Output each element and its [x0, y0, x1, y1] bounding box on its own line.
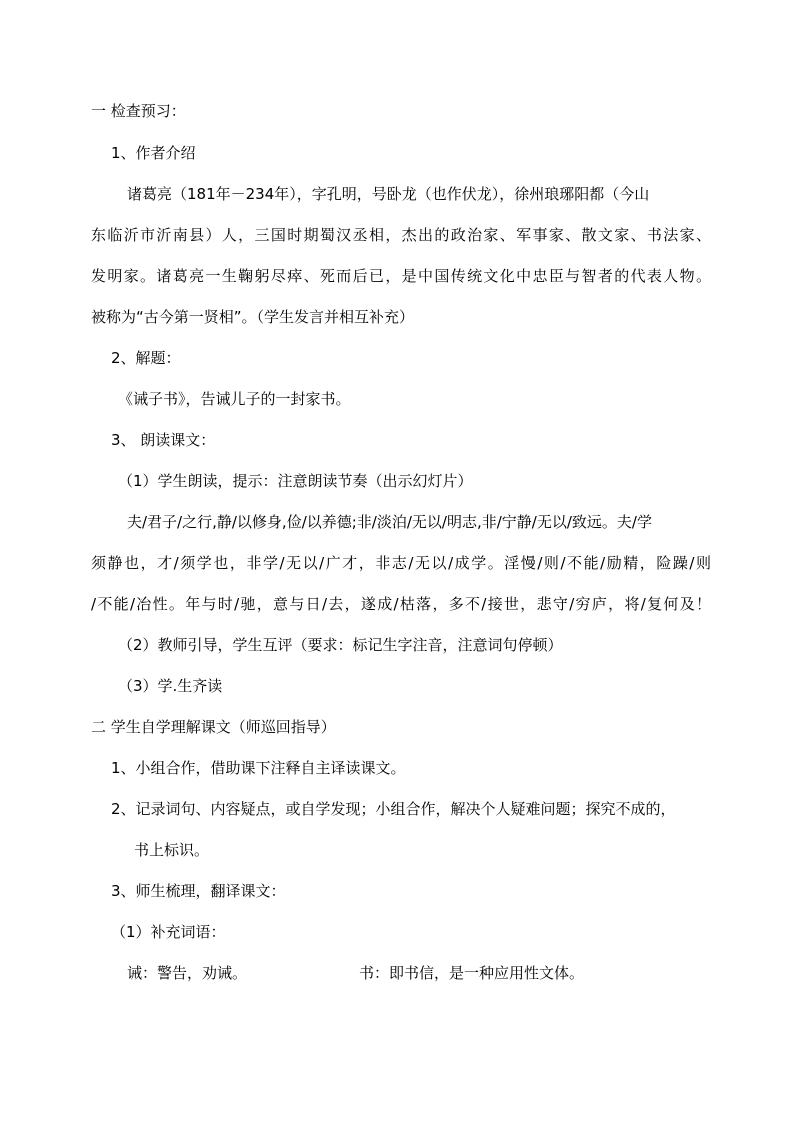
passage-line: /不能/冶性。年与时/驰，意与日/去，遂成/枯落，多不/接世，悲守/穷庐，将/复何及！	[91, 595, 711, 613]
section2-item3-title: 3、师生梳理，翻译课文：	[111, 882, 286, 900]
section2-item1: 1、小组合作，借助课下注释自主译读课文。	[111, 759, 406, 777]
author-intro-line: 诸葛亮（181年－234年），字孔明，号卧龙（也作伏龙），徐州琅琊阳都（今山	[127, 185, 650, 203]
author-intro-line: 发明家。诸葛亮一生鞠躬尽瘁、死而后已，是中国传统文化中忠臣与智者的代表人物。	[91, 267, 711, 285]
passage-line: 夫/君子/之行,静/以修身,俭/以养德;非/淡泊/无以/明志,非/宁静/无以/致远。夫/学	[127, 513, 652, 531]
author-intro-line: 被称为“古今第一贤相”。（学生发言并相互补充）	[91, 308, 415, 326]
item1-title: 1、作者介绍	[111, 144, 196, 162]
item2-title: 2、解题：	[111, 349, 181, 367]
vocab-heading: （1）补充词语：	[111, 923, 226, 941]
vocab-item: 诫：警告，劝诫。	[127, 964, 248, 982]
reading-step-3: （3）学.生齐读	[118, 677, 223, 695]
section2-heading: 二 学生自学理解课文（师巡回指导）	[91, 718, 336, 736]
title-explanation: 《诫子书》，告诫儿子的一封家书。	[118, 390, 351, 408]
author-intro-line: 东临沂市沂南县）人，三国时期蜀汉丞相，杰出的政治家、军事家、散文家、书法家、	[91, 226, 711, 244]
reading-step-2: （2）教师引导，学生互评（要求：标记生字注音，注意词句停顿）	[118, 636, 563, 654]
item3-title: 3、 朗读课文：	[111, 431, 216, 449]
vocab-item: 书：即书信，是一种应用性文体。	[359, 964, 585, 982]
reading-step-1: （1）学生朗读，提示：注意朗读节奏（出示幻灯片）	[118, 472, 473, 490]
section2-item2-line: 2、记录词句、内容疑点，或自学发现；小组合作，解决个人疑难问题；探究不成的，	[111, 800, 676, 818]
section2-item2-line: 书上标识。	[134, 841, 210, 859]
section1-heading: 一 检查预习：	[91, 102, 186, 120]
passage-line: 须静也，才/须学也，非学/无以/广才，非志/无以/成学。淫慢/则/不能/励精，险躁/则	[91, 554, 711, 572]
